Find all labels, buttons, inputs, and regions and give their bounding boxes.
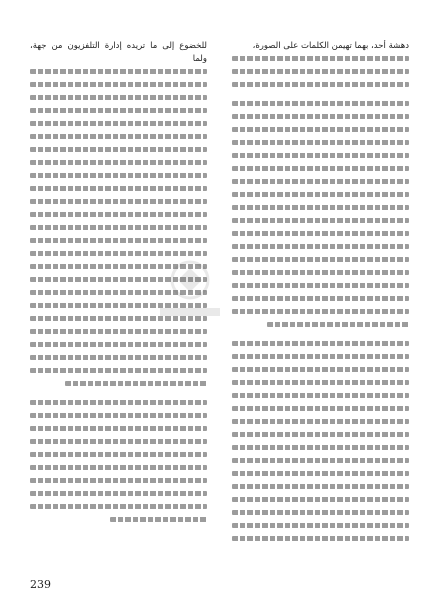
text-line [30,465,207,470]
text-line [110,517,207,522]
text-line [30,134,207,139]
text-line [232,283,409,288]
text-line [232,458,409,463]
text-line [232,497,409,502]
text-line [232,484,409,489]
text-line [232,406,409,411]
text-line [232,192,409,197]
text-line [232,523,409,528]
text-line [65,381,207,386]
text-line [30,504,207,509]
text-line [232,445,409,450]
text-line [232,218,409,223]
text-line [232,393,409,398]
text-line [232,432,409,437]
text-line [30,355,207,360]
text-line [232,56,409,61]
text-line [232,380,409,385]
text-line [232,127,409,132]
text-line [30,199,207,204]
text-line [232,114,409,119]
text-line [232,166,409,171]
text-line [232,510,409,515]
text-line [232,341,409,346]
text-line [30,491,207,496]
text-line [30,147,207,152]
text-line [30,186,207,191]
text-line [30,160,207,165]
text-line [30,478,207,483]
text-line [267,322,409,327]
text-line [232,309,409,314]
text-line [232,471,409,476]
text-line [30,95,207,100]
text-line [30,342,207,347]
text-line [232,296,409,301]
text-line [30,439,207,444]
text-line [232,153,409,158]
text-line [30,82,207,87]
text-line [232,244,409,249]
text-line [232,69,409,74]
text-line [30,121,207,126]
text-line [232,270,409,275]
text-line [30,368,207,373]
text-line [30,329,207,334]
publisher-logo-watermark [150,258,230,328]
text-line [30,69,207,74]
right-text-column [232,40,409,560]
text-line [232,82,409,87]
text-line [30,212,207,217]
left-column-first-line: للخضوع إلى ما تريده إدارة التلفزيون من جهة، ولما [30,41,207,64]
text-line [232,101,409,106]
text-line [30,426,207,431]
text-line [232,257,409,262]
text-line [30,400,207,405]
text-line [232,354,409,359]
page-number: 239 [30,578,51,591]
right-column-first-line: دهشة أحد، بهما تهيمن الكلمات على الصورة، [252,41,409,51]
text-line [232,536,409,541]
text-line [232,205,409,210]
text-line [232,231,409,236]
text-line [30,108,207,113]
text-line [232,367,409,372]
text-line [30,251,207,256]
text-line [232,419,409,424]
text-line [30,238,207,243]
text-line [232,179,409,184]
text-line [30,173,207,178]
text-line [30,452,207,457]
text-line [30,413,207,418]
text-line [30,225,207,230]
text-line [232,140,409,145]
